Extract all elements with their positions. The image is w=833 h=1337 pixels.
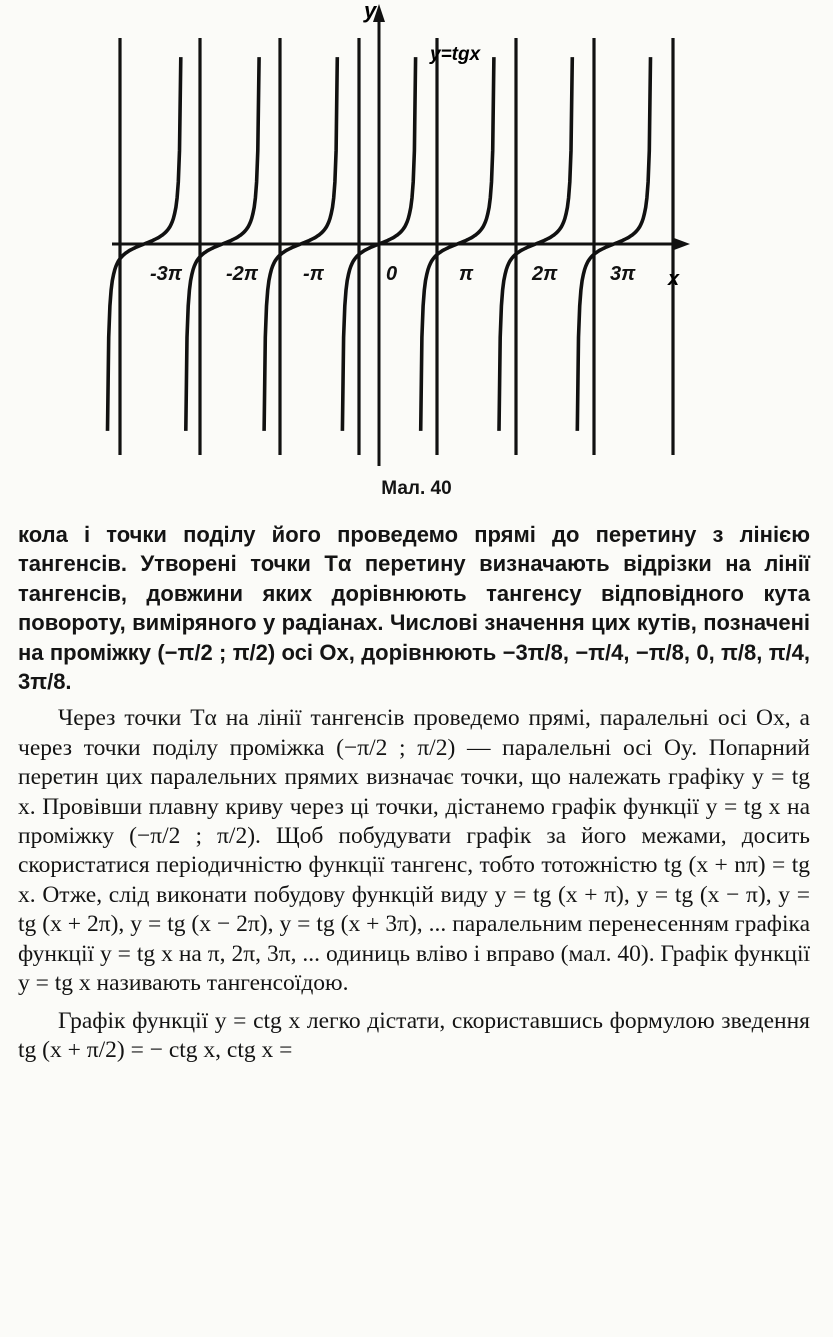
paragraph-3: Графік функції y = ctg x легко дістати, скориставшись формулою зведення tg (x + π/2) = − ctg x, ctg x = [18, 1007, 810, 1063]
tangent-graph [0, 0, 833, 470]
paragraph-2: Через точки Tα на лінії тангенсів проведемо прямі, паралельні осі Ox, а через точки поділу проміжка (−π/2 ; π/2) — паралельні осі Oy. Попарний перетин цих паралельних прямих визначає точки, що належать графіку y = tg x. Провівши плавну криву через ці точки, дістанемо графік функції y = tg x на проміжку (−π/2 ; π/2). Щоб побудувати графік за його межами, досить скористатися періодичністю функції тангенс, тобто тотожністю tg (x + nπ) = tg x. Отже, слід виконати побудову функцій виду y = tg (x + π), y = tg (x − π), y = tg (x + 2π), y = tg (x − 2π), y = tg (x + 3π), ... паралельним перенесенням графіка функції y = tg x на π, 2π, 3π, ... одиниць вліво і вправо (мал. 40). Графік функції y = tg x називають тангенсоїдою. [18, 705, 810, 997]
tick-label: 3π [610, 263, 636, 285]
tick-label: -3π [150, 263, 183, 285]
body-text [18, 520, 810, 1073]
paragraph-1: кола і точки поділу його проведемо прямі до перетину з лінією тангенсів. Утворені точки Tα перетину визначають відрізки на лінії тангенсів, довжини яких дорівнюють тангенсу відповідного кута повороту, виміряного у радіанах. Числові значення цих кутів, позначені на проміжку (−π/2 ; π/2) осі Ox, дорівнюють −3π/8, −π/4, −π/8, 0, π/8, π/4, 3π/8. [18, 522, 810, 695]
tick-label: 2π [532, 263, 558, 285]
x-axis-label: x [668, 268, 680, 290]
figure-caption: Мал. 40 [381, 478, 452, 499]
x-axis-arrow [674, 238, 690, 250]
function-label: y=tgx [430, 44, 481, 65]
tick-label: -2π [226, 263, 259, 285]
y-axis-label: y [364, 0, 377, 23]
tick-label: -π [303, 263, 324, 285]
asymptote-lines [120, 38, 673, 455]
tick-label: 0 [386, 263, 398, 285]
tick-label: π [459, 263, 474, 285]
tick-labels [150, 263, 636, 285]
